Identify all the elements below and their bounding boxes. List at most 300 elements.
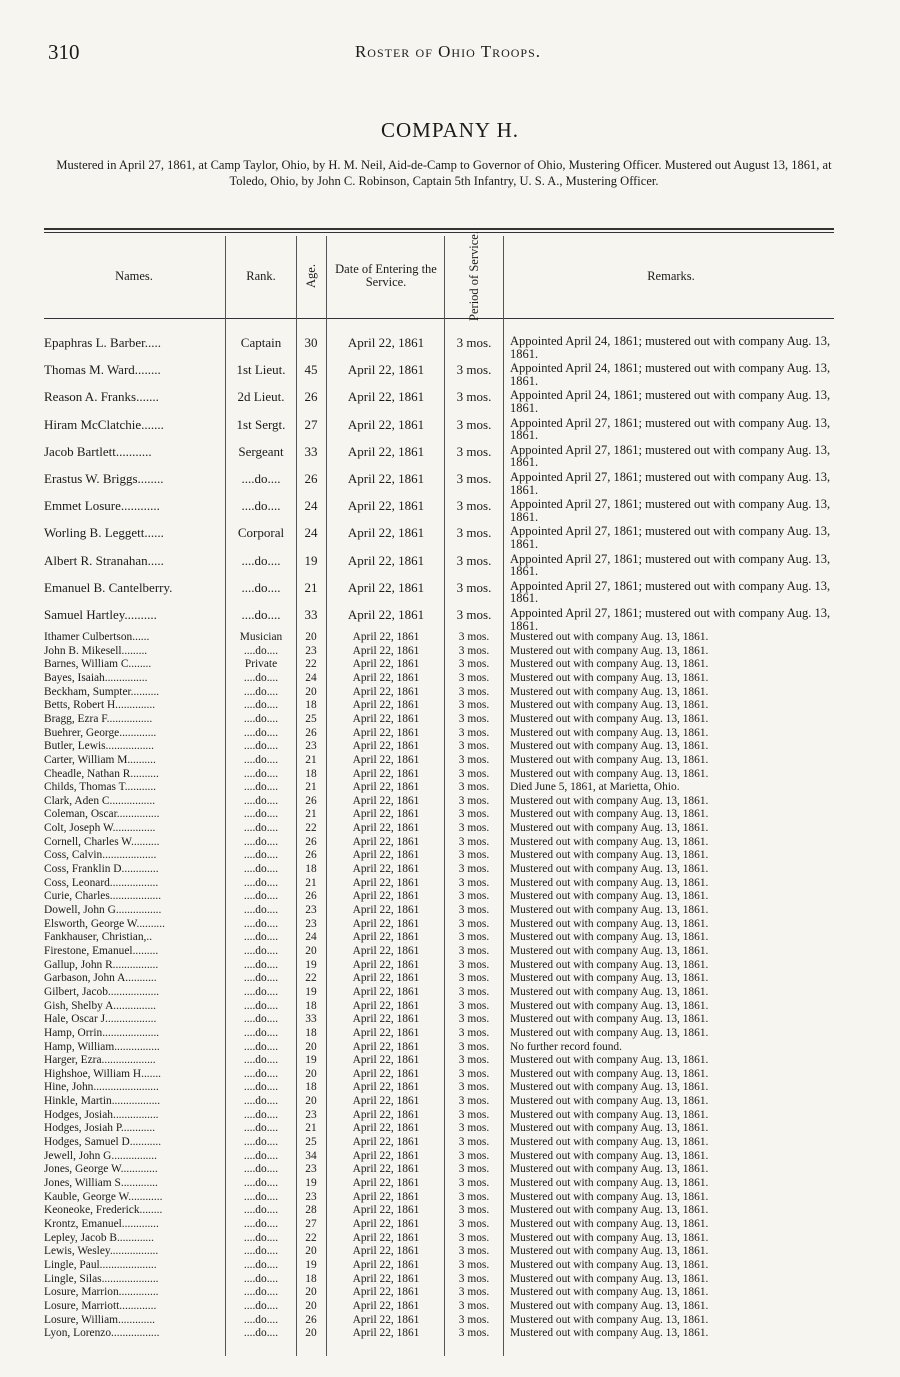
roster-period: 3 mos. [456,525,492,541]
roster-date: April 22, 1861 [352,1041,420,1053]
table-top-rule [44,228,834,230]
roster-date: April 22, 1861 [352,932,420,944]
roster-rank: ....do.... [243,795,279,807]
roster-rank: ....do.... [243,1191,279,1203]
roster-remarks: Mustered out with company Aug. 13, 1861. [510,986,709,998]
roster-remarks: Mustered out with company Aug. 13, 1861. [510,1150,709,1162]
roster-rank: ....do.... [241,552,281,568]
roster-rank: ....do.... [243,1096,279,1108]
roster-remarks: Appointed April 24, 1861; mustered out with company Aug. 13, 1861. [510,335,831,360]
roster-name: Thomas M. Ward........ [44,362,161,378]
roster-remarks: Mustered out with company Aug. 13, 1861. [510,1000,709,1012]
roster-name: Lyon, Lorenzo................. [44,1328,160,1340]
roster-remarks: Mustered out with company Aug. 13, 1861. [510,1109,709,1121]
roster-name: Losure, Marriott............. [44,1300,157,1312]
roster-rank: ....do.... [243,1068,279,1080]
roster-remarks: Appointed April 24, 1861; mustered out with company Aug. 13, 1861. [510,389,831,415]
roster-date: April 22, 1861 [347,607,425,622]
roster-remarks: Mustered out with company Aug. 13, 1861. [510,1123,709,1135]
roster-date: April 22, 1861 [352,1014,420,1026]
roster-rank: Corporal [237,525,285,541]
roster-date: April 22, 1861 [352,645,420,657]
roster-name: Worling B. Leggett...... [44,525,164,541]
roster-rank: ....do.... [243,1218,279,1230]
roster-age: 26 [305,891,317,903]
roster-date: April 22, 1861 [352,782,420,794]
roster-date: April 22, 1861 [347,552,425,568]
roster-name: Elsworth, George W.......... [44,918,165,930]
roster-age: 23 [305,1109,317,1121]
roster-age: 33 [304,443,318,459]
roster-date: April 22, 1861 [352,727,420,739]
roster-remarks: Appointed April 27, 1861; mustered out with company Aug. 13, 1861. [510,471,831,496]
roster-remarks: Mustered out with company Aug. 13, 1861. [510,1314,709,1326]
roster-date: April 22, 1861 [347,525,425,541]
roster-date: April 22, 1861 [352,1027,420,1039]
roster-rank: ....do.... [243,932,279,944]
page-number: 310 [48,40,80,64]
roster-rank: ....do.... [243,713,279,725]
roster-remarks: Mustered out with company Aug. 13, 1861. [510,973,709,985]
roster-rank: ....do.... [243,782,279,794]
roster-remarks: Appointed April 27, 1861; mustered out with company Aug. 13, 1861. [510,498,831,524]
roster-date: April 22, 1861 [352,754,420,766]
roster-remarks: Mustered out with company Aug. 13, 1861. [510,754,709,766]
roster-name: Hodges, Josiah P............ [44,1123,156,1135]
roster-period: 3 mos. [456,416,492,432]
roster-age: 21 [305,782,317,794]
roster-period: 3 mos. [458,1027,490,1039]
roster-name: Jones, William S............. [44,1178,158,1189]
roster-name: Lingle, Silas.................... [44,1273,159,1285]
roster-age: 20 [305,1246,317,1258]
roster-period: 3 mos. [458,1205,490,1217]
roster-remarks: Mustered out with company Aug. 13, 1861. [510,700,709,712]
roster-period: 3 mos. [458,864,490,876]
roster-rank: Private [244,659,278,671]
col-header-age-text: Age. [303,264,318,288]
roster-rank: Sergeant [238,443,284,459]
roster-date: April 22, 1861 [347,579,425,595]
roster-age: 22 [305,659,317,671]
muster-note: Mustered in April 27, 1861, at Camp Taylor, Ohio, by H. M. Neil, Aid-de-Camp to Governor of Ohio, Mustering Officer. Mustered out August 13, 1861, at Toledo, Ohio, by John C. Robinson, Captain 5th Infantry, U. S. A., Mustering Officer. [56,158,832,188]
roster-name: Lingle, Paul.................... [44,1259,157,1271]
roster-date: April 22, 1861 [352,659,420,671]
roster-rank: ....do.... [243,864,279,876]
roster-rank: ....do.... [243,1259,279,1271]
roster-name: Harger, Ezra................... [44,1055,156,1067]
roster-name: Cheadle, Nathan R.......... [44,768,159,780]
roster-period: 3 mos. [458,945,490,957]
roster-age: 21 [305,754,317,766]
roster-period: 3 mos. [458,713,490,725]
roster-remarks: Mustered out with company Aug. 13, 1861. [510,1096,709,1108]
roster-remarks: Mustered out with company Aug. 13, 1861. [510,1328,709,1340]
roster-period: 3 mos. [456,335,492,350]
roster-name: John B. Mikesell......... [44,645,148,657]
roster-name: Coss, Leonard................. [44,877,159,889]
roster-remarks: Appointed April 27, 1861; mustered out with company Aug. 13, 1861. [510,607,831,632]
roster-remarks: Died June 5, 1861, at Marietta, Ohio. [510,782,680,794]
roster-age: 19 [305,1259,317,1271]
roster-period: 3 mos. [458,1014,490,1026]
roster-age: 21 [305,1123,317,1135]
roster-date: April 22, 1861 [352,795,420,807]
roster-remarks: Mustered out with company Aug. 13, 1861. [510,645,709,657]
roster-period: 3 mos. [458,1218,490,1230]
roster-period: 3 mos. [458,1273,490,1285]
roster-period: 3 mos. [458,1232,490,1244]
col-header-period-text: Period of Service. [467,231,481,321]
roster-rank: ....do.... [241,471,281,486]
roster-date: April 22, 1861 [352,905,420,916]
roster-date: April 22, 1861 [352,632,420,643]
roster-age: 20 [305,1068,317,1080]
roster-name: Highshoe, William H....... [44,1068,162,1080]
roster-date: April 22, 1861 [347,416,425,432]
roster-rank: ....do.... [243,1082,279,1094]
roster-date: April 22, 1861 [352,877,420,889]
roster-date: April 22, 1861 [352,973,420,985]
roster-period: 3 mos. [458,809,490,821]
roster-remarks: Mustered out with company Aug. 13, 1861. [510,905,709,916]
roster-remarks: Mustered out with company Aug. 13, 1861. [510,1218,709,1230]
roster-date: April 22, 1861 [352,1068,420,1080]
roster-age: 20 [305,632,317,643]
roster-name: Bragg, Ezra F................ [44,713,153,725]
roster-remarks: Mustered out with company Aug. 13, 1861. [510,768,709,780]
roster-name: Emmet Losure............ [44,498,160,514]
roster-date: April 22, 1861 [352,672,420,684]
roster-date: April 22, 1861 [352,1328,420,1340]
roster-age: 18 [305,864,317,876]
roster-rank: ....do.... [243,1246,279,1258]
roster-name: Coss, Franklin D............. [44,864,159,876]
roster-remarks: Mustered out with company Aug. 13, 1861. [510,836,709,848]
roster-rank: ....do.... [243,741,279,753]
roster-rank: ....do.... [243,1041,279,1053]
roster-name: Reason A. Franks....... [44,389,159,405]
roster-period: 3 mos. [458,1055,490,1067]
roster-age: 23 [305,1164,317,1176]
col-header-period [446,231,502,321]
roster-date: April 22, 1861 [352,1300,420,1312]
roster-date: April 22, 1861 [352,1178,420,1189]
roster-rank: ....do.... [243,700,279,712]
roster-age: 20 [305,1096,317,1108]
roster-period: 3 mos. [458,795,490,807]
roster-name: Kauble, George W............ [44,1191,163,1203]
roster-rank: ....do.... [243,727,279,739]
roster-age: 19 [304,552,318,568]
roster-rank: ....do.... [243,1000,279,1012]
roster-rank: ....do.... [243,891,279,903]
roster-remarks: Appointed April 24, 1861; mustered out with company Aug. 13, 1861. [510,362,831,388]
roster-date: April 22, 1861 [352,986,420,998]
roster-name: Curie, Charles.................. [44,891,162,903]
roster-remarks: Appointed April 27, 1861; mustered out with company Aug. 13, 1861. [510,443,831,469]
table-top-rule-thin [44,232,834,233]
roster-date: April 22, 1861 [347,471,425,486]
col-header-age [297,236,325,316]
roster-rank: ....do.... [243,1232,279,1244]
roster-name: Hodges, Samuel D........... [44,1137,162,1149]
roster-rank: ....do.... [243,672,279,684]
roster-remarks: Mustered out with company Aug. 13, 1861. [510,795,709,807]
roster-remarks: Mustered out with company Aug. 13, 1861. [510,1287,709,1299]
roster-age: 20 [305,1328,317,1340]
roster-date: April 22, 1861 [347,335,425,350]
roster-name: Gallup, John R................ [44,959,159,971]
col-header-date: Date of Entering the Service. [335,262,437,289]
roster-period: 3 mos. [458,1178,490,1189]
roster-rank: ....do.... [243,905,279,916]
roster-name: Lewis, Wesley................. [44,1246,159,1258]
roster-age: 24 [304,525,318,541]
roster-age: 27 [304,416,318,432]
roster-remarks: Appointed April 27, 1861; mustered out with company Aug. 13, 1861. [510,416,831,442]
roster-period: 3 mos. [458,1096,490,1108]
roster-date: April 22, 1861 [352,1246,420,1258]
roster-period: 3 mos. [456,607,492,622]
roster-rank: ....do.... [243,1273,279,1285]
roster-date: April 22, 1861 [352,686,420,698]
roster-period: 3 mos. [458,1137,490,1149]
roster-date: April 22, 1861 [352,1232,420,1244]
roster-period: 3 mos. [456,389,492,405]
roster-name: Jacob Bartlett........... [44,443,152,459]
roster-period: 3 mos. [458,1164,490,1176]
roster-remarks: Mustered out with company Aug. 13, 1861. [510,877,709,889]
roster-period: 3 mos. [458,1328,490,1340]
roster-remarks: Mustered out with company Aug. 13, 1861. [510,932,709,944]
roster-name: Losure, William............. [44,1314,156,1326]
roster-period: 3 mos. [458,727,490,739]
roster-date: April 22, 1861 [352,809,420,821]
roster-age: 26 [305,1314,317,1326]
roster-name: Albert R. Stranahan..... [44,552,164,568]
roster-rank: ....do.... [241,579,281,595]
roster-date: April 22, 1861 [352,891,420,903]
roster-name: Colt, Joseph W............... [44,823,156,835]
roster-name: Betts, Robert H.............. [44,700,156,712]
roster-remarks: Mustered out with company Aug. 13, 1861. [510,1259,709,1271]
roster-date: April 22, 1861 [352,741,420,753]
roster-rank: ....do.... [243,1123,279,1135]
roster-age: 23 [305,905,317,916]
roster-rank: ....do.... [243,850,279,862]
roster-rank: ....do.... [243,836,279,848]
roster-rank: ....do.... [243,1328,279,1340]
roster-period: 3 mos. [456,579,492,595]
roster-period: 3 mos. [458,1041,490,1053]
roster-name: Jewell, John G................ [44,1150,157,1162]
roster-period: 3 mos. [458,1300,490,1312]
roster-age: 23 [305,741,317,753]
roster-name: Childs, Thomas T........... [44,782,157,794]
roster-remarks: Mustered out with company Aug. 13, 1861. [510,1273,709,1285]
roster-age: 18 [305,768,317,780]
roster-period: 3 mos. [458,877,490,889]
roster-remarks: Appointed April 27, 1861; mustered out with company Aug. 13, 1861. [510,525,831,551]
roster-remarks: Mustered out with company Aug. 13, 1861. [510,1068,709,1080]
roster-date: April 22, 1861 [352,1082,420,1094]
roster-age: 23 [305,645,317,657]
roster-name: Emanuel B. Cantelberry. [44,579,173,595]
roster-name: Cornell, Charles W.......... [44,836,160,848]
roster-age: 20 [305,1041,317,1053]
roster-period: 3 mos. [458,891,490,903]
roster-date: April 22, 1861 [352,1000,420,1012]
roster-rank: ....do.... [243,918,279,930]
roster-age: 22 [305,973,317,985]
roster-age: 28 [305,1205,317,1217]
roster-remarks: Appointed April 27, 1861; mustered out with company Aug. 13, 1861. [510,552,831,578]
roster-name: Losure, Marrion.............. [44,1287,159,1299]
running-head: Roster of Ohio Troops. [354,42,542,61]
roster-name: Coss, Calvin................... [44,850,157,862]
roster-remarks: Mustered out with company Aug. 13, 1861. [510,686,709,698]
roster-date: April 22, 1861 [352,1205,420,1217]
roster-period: 3 mos. [458,905,490,916]
roster-rank: ....do.... [243,1055,279,1067]
roster-remarks: Mustered out with company Aug. 13, 1861. [510,727,709,739]
roster-remarks: Mustered out with company Aug. 13, 1861. [510,918,709,930]
roster-name: Erastus W. Briggs........ [44,471,164,486]
roster-name: Lepley, Jacob B............. [44,1232,154,1244]
roster-rank: Captain [240,335,282,350]
roster-period: 3 mos. [458,754,490,766]
roster-date: April 22, 1861 [352,1191,420,1203]
roster-name: Gilbert, Jacob.................. [44,986,160,998]
roster-remarks: Mustered out with company Aug. 13, 1861. [510,1164,709,1176]
roster-remarks: Mustered out with company Aug. 13, 1861. [510,809,709,821]
roster-age: 18 [305,1273,317,1285]
roster-age: 26 [305,850,317,862]
roster-remarks: No further record found. [510,1041,622,1053]
roster-remarks: Mustered out with company Aug. 13, 1861. [510,1137,709,1149]
roster-period: 3 mos. [458,918,490,930]
roster-name: Clark, Aden C................ [44,795,156,807]
roster-age: 45 [304,362,318,378]
roster-rank: ....do.... [243,959,279,971]
roster-period: 3 mos. [456,443,492,459]
roster-age: 25 [305,713,317,725]
roster-remarks: Mustered out with company Aug. 13, 1861. [510,672,709,684]
col-header-remarks: Remarks. [647,268,695,283]
roster-rank: 1st Lieut. [236,362,286,378]
roster-period: 3 mos. [458,741,490,753]
roster-age: 23 [305,1191,317,1203]
roster-age: 24 [305,932,317,944]
roster-date: April 22, 1861 [352,1259,420,1271]
roster-remarks: Mustered out with company Aug. 13, 1861. [510,1014,709,1026]
roster-rank: Musician [239,632,283,643]
roster-name: Garbason, John A........... [44,973,157,985]
roster-name: Bayes, Isaiah............... [44,672,148,684]
roster-name: Keoneoke, Frederick........ [44,1205,163,1217]
roster-rank: ....do.... [243,1150,279,1162]
roster-age: 26 [305,727,317,739]
roster-name: Barnes, William C........ [44,659,152,671]
roster-rank: ....do.... [243,1164,279,1176]
roster-age: 22 [305,1232,317,1244]
roster-rank: 1st Sergt. [236,416,286,432]
roster-period: 3 mos. [458,1191,490,1203]
roster-name: Ithamer Culbertson...... [44,632,150,643]
roster-rank: ....do.... [243,768,279,780]
roster-age: 20 [305,1300,317,1312]
roster-period: 3 mos. [458,973,490,985]
roster-rank: ....do.... [243,1178,279,1189]
roster-age: 33 [304,607,318,622]
roster-remarks: Mustered out with company Aug. 13, 1861. [510,1232,709,1244]
roster-date: April 22, 1861 [347,443,425,459]
roster-date: April 22, 1861 [352,823,420,835]
roster-period: 3 mos. [458,1123,490,1135]
roster-remarks: Mustered out with company Aug. 13, 1861. [510,1178,709,1189]
roster-date: April 22, 1861 [352,1314,420,1326]
roster-date: April 22, 1861 [352,1287,420,1299]
column-divider [503,236,504,1356]
roster-name: Fankhauser, Christian,.. [44,932,153,944]
roster-remarks: Mustered out with company Aug. 13, 1861. [510,632,709,643]
roster-name: Hiram McClatchie....... [44,416,164,432]
roster-name: Hamp, Orrin.................... [44,1027,160,1039]
roster-age: 19 [305,986,317,998]
roster-name: Coleman, Oscar............... [44,809,160,821]
roster-period: 3 mos. [458,1000,490,1012]
roster-age: 27 [305,1218,317,1230]
roster-date: April 22, 1861 [352,945,420,957]
roster-period: 3 mos. [458,1109,490,1121]
col-header-names: Names. [115,268,153,283]
roster-remarks: Mustered out with company Aug. 13, 1861. [510,1082,709,1094]
roster-rank: ....do.... [241,607,281,622]
header-bottom-rule [44,318,834,319]
roster-remarks: Mustered out with company Aug. 13, 1861. [510,713,709,725]
roster-rank: ....do.... [243,809,279,821]
roster-age: 33 [305,1014,317,1026]
roster-age: 21 [305,809,317,821]
roster-period: 3 mos. [458,1150,490,1162]
roster-date: April 22, 1861 [347,362,425,378]
roster-name: Buehrer, George............. [44,727,157,739]
roster-name: Butler, Lewis................. [44,741,154,753]
roster-rank: ....do.... [241,498,281,514]
roster-date: April 22, 1861 [347,498,425,514]
column-divider [444,236,445,1356]
roster-name: Hine, John....................... [44,1082,159,1094]
roster-age: 26 [305,795,317,807]
roster-age: 21 [305,877,317,889]
roster-period: 3 mos. [458,850,490,862]
roster-date: April 22, 1861 [352,836,420,848]
roster-rank: ....do.... [243,986,279,998]
roster-name: Firestone, Emanuel......... [44,945,159,957]
roster-name: Hodges, Josiah................ [44,1109,159,1121]
roster-age: 30 [304,335,318,350]
roster-period: 3 mos. [456,362,492,378]
roster-name: Krontz, Emanuel............. [44,1218,159,1230]
roster-period: 3 mos. [458,1287,490,1299]
roster-remarks: Mustered out with company Aug. 13, 1861. [510,959,709,971]
roster-age: 18 [305,1027,317,1039]
roster-remarks: Mustered out with company Aug. 13, 1861. [510,1191,709,1203]
roster-date: April 22, 1861 [352,959,420,971]
roster-age: 20 [305,1287,317,1299]
roster-name: Hale, Oscar J.................. [44,1014,157,1026]
